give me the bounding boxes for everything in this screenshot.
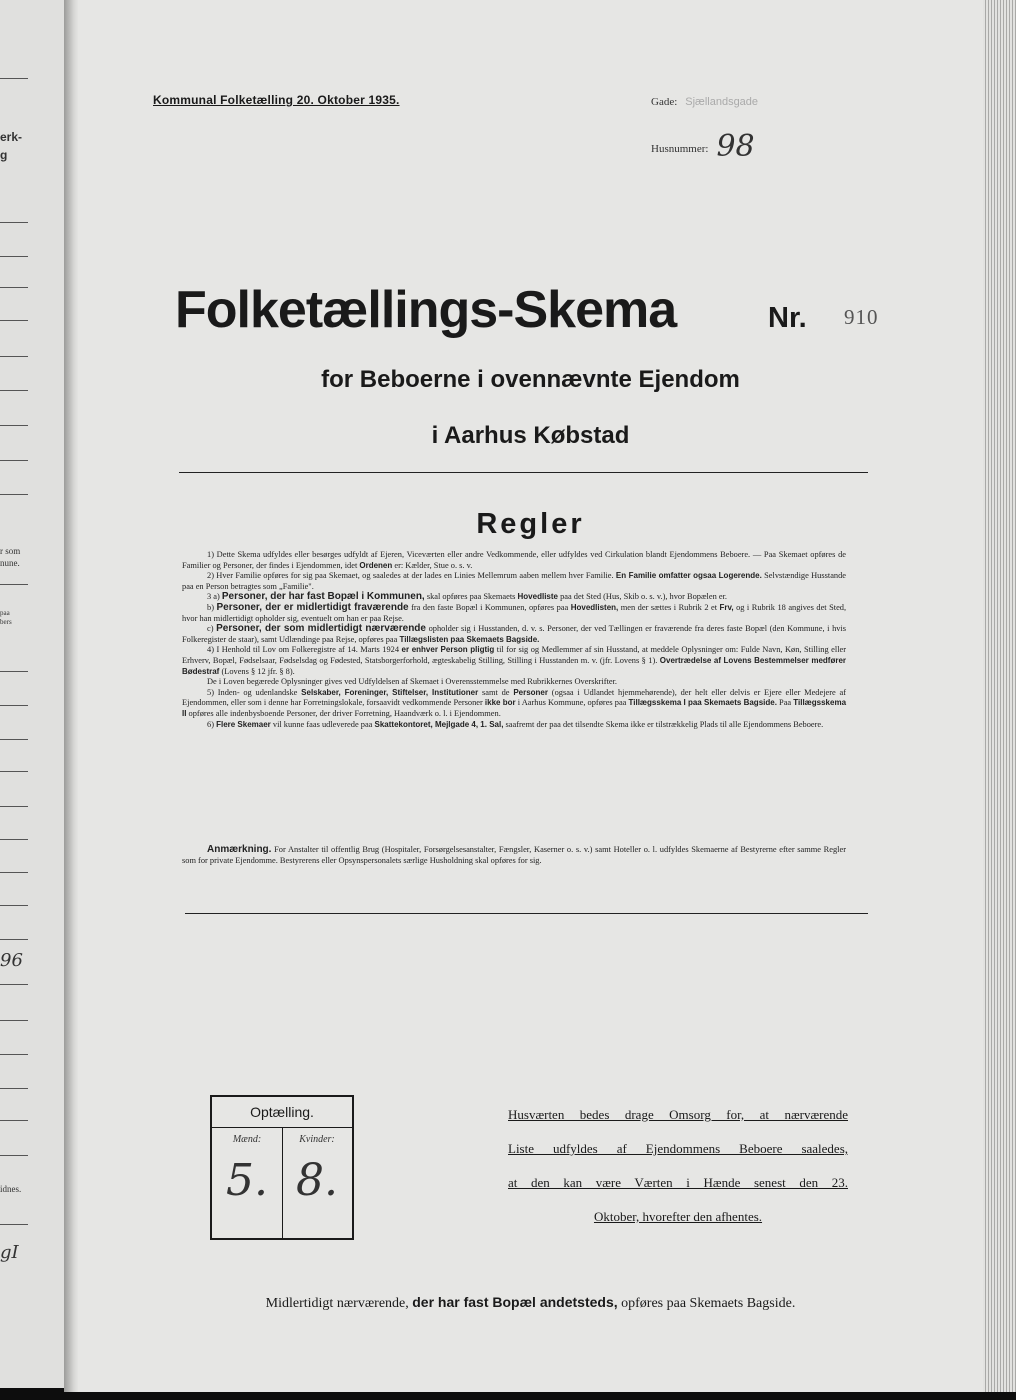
page-fragment-handwriting: 96 <box>0 950 23 971</box>
ruled-line <box>0 356 28 357</box>
women-column <box>282 1128 352 1238</box>
rule-paragraph: c) Personer, der som midlertidigt nærværende opholder sig i Husstanden, d. v. s. Personer, der ved Tællingen er fraværende fra deres faste Bopæl (den Kommune, i hvis Folkeregister de staar), samt Udlændinge paa Rejse, opføres paa Tillægslisten paa Skemaets Bagside. <box>182 623 847 644</box>
notice-line: Oktober, hvorefter den afhentes. <box>593 1209 763 1224</box>
notice-line: Husværten bedes drage Omsorg for, at nærværende <box>508 1107 848 1122</box>
rule-paragraph: 5) Inden- og udenlandske Selskaber, Foreninger, Stiftelser, Institutioner samt de Personer (ogsaa i Udlandet hjemmehørende), der helt eller delvis er Ejere eller Medejere af Ejendommen, eller som i denne har Forretningslokale, forsaavidt vedkommende Personer ikke bor i Aarhus Kommune, opføres paa Tillægsskema I paa Skemaets Bagside. Paa Tillægsskema II opføres alle indenbysboende Personer, der driver Forretning, Haandværk o. l. i Ejendommen. <box>182 687 847 718</box>
page-fragment-text: paa <box>0 609 10 617</box>
ruled-line <box>0 839 28 840</box>
ruled-line <box>0 739 28 740</box>
ruled-line <box>0 320 28 321</box>
rules-heading: Regler <box>476 508 585 540</box>
house-number-handwritten: 98 <box>716 129 755 164</box>
remark-body: For Anstalter til offentlig Brug (Hospitaler, Forsørgelsesanstalter, Fængsler, Kaserner o. s. v.) samt Hoteller o. l. udfyldes Skemaerne af Bestyrerne efter samme Regler som for private Ejendomme. Bestyrerens eller Opsynspersonalets særlige Husholdning skal opføres for sig. <box>182 845 847 865</box>
page-fragment-text: g <box>0 148 8 162</box>
page-fragment-text: idnes. <box>0 1184 22 1194</box>
rule-paragraph: 3 a) Personer, der har fast Bopæl i Kommunen, skal opføres paa Skemaets Hovedliste paa det Sted (Hus, Skib o. s. v.), hvor Bopælen er. <box>207 591 728 603</box>
street-field <box>651 92 758 110</box>
book-gutter <box>64 0 78 1392</box>
street-label: Gade: <box>651 96 678 108</box>
rule-paragraph: 1) Dette Skema udfyldes eller besørges udfyldt af Ejeren, Viceværten eller andre Vedkommende, eller udfyldes ved Cirkulation blandt Ejendommens Beboere. — Paa Skemaet opføres de Familier og Personer, der findes i Ejendommen, idet Ordenen er: Kælder, Stue o. s. v. <box>182 550 846 570</box>
divider <box>185 913 868 914</box>
ruled-line <box>0 390 28 391</box>
ruled-line <box>0 984 28 985</box>
count-box-title: Optælling. <box>212 1097 352 1128</box>
form-number-stamp: 910 <box>844 305 879 329</box>
page-fragment-text: bers <box>0 618 12 626</box>
form-title: Folketællings-Skema <box>175 281 677 339</box>
ruled-line <box>0 905 28 906</box>
ruled-line <box>0 939 28 940</box>
ruled-line <box>0 1020 28 1021</box>
census-header: Kommunal Folketælling 20. Oktober 1935. <box>153 93 400 107</box>
rule-paragraph: b) Personer, der er midlertidigt fraværende fra den faste Bopæl i Kommunen, opføres paa Hovedlisten, men der sættes i Rubrik 2 et Frv, og i Rubrik 18 angives det Sted, hvor han midlertidigt opholder sig, eventuelt om han er paa Rejse. <box>182 601 847 623</box>
ruled-line <box>0 494 28 495</box>
form-number-label: Nr. <box>768 302 807 334</box>
footer-note: Midlertidigt nærværende, der har fast Bopæl andetsteds, opføres paa Skemaets Bagside. <box>265 1294 796 1311</box>
ruled-line <box>0 1088 28 1089</box>
house-number-field <box>651 125 755 164</box>
men-count-handwritten: 5. <box>226 1155 268 1206</box>
count-box <box>210 1095 354 1240</box>
ruled-line <box>0 78 28 79</box>
ruled-line <box>0 771 28 772</box>
women-label: Kvinder: <box>299 1134 335 1145</box>
landlord-notice <box>508 1098 848 1234</box>
page-fragment-text: r som <box>0 546 21 556</box>
page-fragment-text: erk- <box>0 130 23 144</box>
rule-paragraph: 4) I Henhold til Lov om Folkeregistre af 14. Marts 1924 er enhver Person pligtig til for sig og Medlemmer af sin Husstand, at meddele Oplysninger om: Fulde Navn, Køn, Stilling eller Erhverv, Bopæl, Fødselsaar, Fødselsdag og Fødested, Statsborgerforhold, ægteskabelig Stilling, Stilling i Husstanden m. v. (jfr. Lovens § 1). Overtrædelse af Lovens Bestemmelser medfører Bødestraf (Lovens § 12 jfr. § 8). <box>182 645 847 676</box>
street-stamp: Sjællandsgade <box>685 96 759 108</box>
ruled-line <box>0 806 28 807</box>
ruled-line <box>0 1224 28 1225</box>
page-fragment-text: nune. <box>0 558 20 568</box>
men-label: Mænd: <box>232 1134 262 1145</box>
remark-text <box>182 845 846 867</box>
page-edges <box>983 0 1016 1392</box>
ruled-line <box>0 671 28 672</box>
house-number-label: Husnummer: <box>651 143 709 155</box>
women-count-handwritten: 8. <box>296 1155 338 1206</box>
ruled-line <box>0 425 28 426</box>
form-subtitle-city: i Aarhus Købstad <box>431 422 630 449</box>
page-fragment-handwriting: gI <box>0 1242 19 1263</box>
ruled-line <box>0 705 28 706</box>
remark-label: Anmærkning. <box>207 844 272 855</box>
rules-text <box>182 550 846 730</box>
ruled-line <box>0 1054 28 1055</box>
ruled-line <box>0 460 28 461</box>
ruled-line <box>0 256 28 257</box>
ruled-line <box>0 1155 28 1156</box>
ruled-line <box>0 584 28 585</box>
ruled-line <box>0 222 28 223</box>
ruled-line <box>0 287 28 288</box>
notice-line: Liste udfyldes af Ejendommens Beboere saaledes, <box>508 1141 848 1156</box>
census-form-page <box>78 0 983 1392</box>
ruled-line <box>0 872 28 873</box>
notice-line: at den kan være Værten i Hænde senest den 23. <box>508 1175 848 1190</box>
rule-paragraph: De i Loven begærede Oplysninger gives ved Udfyldelsen af Skemaet i Overensstemmelse med Rubrikkernes Overskrifter. <box>207 677 618 687</box>
rule-paragraph: 6) Flere Skemaer vil kunne faas udleverede paa Skattekontoret, Mejlgade 4, 1. Sal, saafremt der paa det tilsendte Skema ikke er tilstrækkelig Plads til alle Ejendommens Beboere. <box>207 719 824 729</box>
rule-paragraph: 2) Hver Familie opføres for sig paa Skemaet, og saaledes at der lades en Linies Mellemrum aaben mellem hver Familie. En Familie omfatter ogsaa Logerende. Selvstændige Husstande paa en Person betragtes som „Familie". <box>182 571 847 591</box>
adjacent-page-fragment <box>0 0 65 1388</box>
divider <box>179 472 868 473</box>
ruled-line <box>0 1120 28 1121</box>
men-column <box>212 1128 283 1238</box>
form-subtitle: for Beboerne i ovennævnte Ejendom <box>321 366 740 393</box>
